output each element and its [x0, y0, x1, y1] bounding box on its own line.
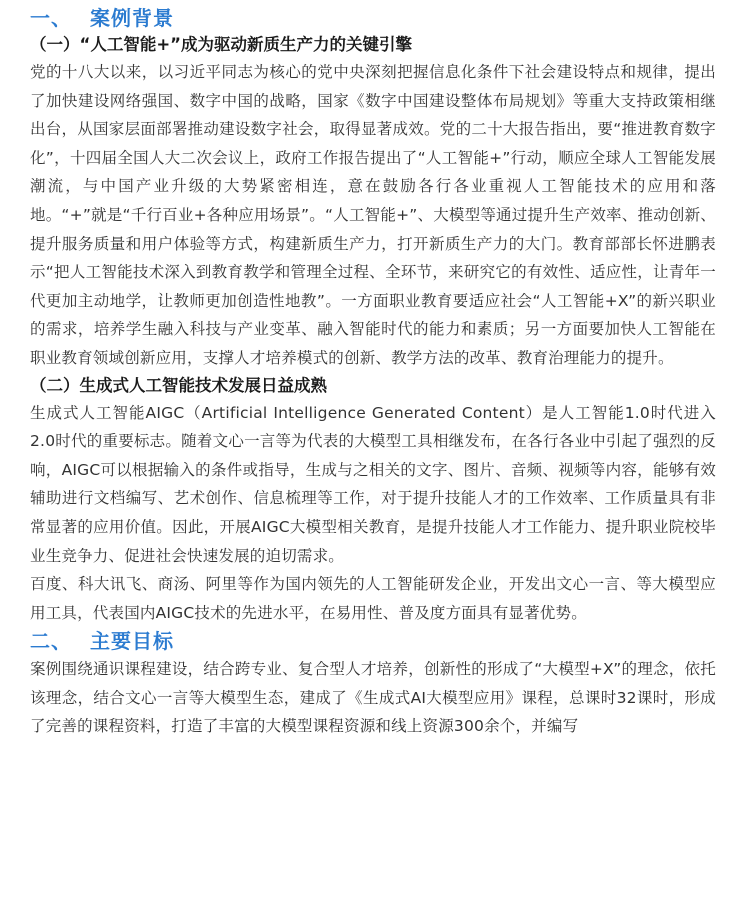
paragraph-domestic-companies: 百度、科大讯飞、商汤、阿里等作为国内领先的人工智能研发企业，开发出文心一言、等大模型应用工具，代表国内AIGC技术的先进水平，在易用性、普及度方面具有显著优势。 [30, 575, 716, 622]
section-heading-goals [30, 627, 716, 655]
section-number: 二、 [30, 629, 72, 654]
paragraph-goals: 案例围绕通识课程建设，结合跨专业、复合型人才培养，创新性的形成了“大模型+X”的理念，依托该理念，结合文心一言等大模型生态，建成了《生成式AI大模型应用》课程，总课时32课时，形成了完善的课程资料，打造了丰富的大模型课程资源和线上资源300余个，并编写 [30, 660, 716, 736]
section-number: 一、 [30, 6, 72, 30]
subsection-heading-generative-ai: （二）生成式人工智能技术发展日益成熟 [30, 375, 327, 395]
subsection-heading-ai-plus: （一）“人工智能+”成为驱动新质生产力的关键引擎 [30, 35, 413, 54]
paragraph-policy-background: 党的十八大以来，以习近平同志为核心的党中央深刻把握信息化条件下社会建设特点和规律，提出了加快建设网络强国、数字中国的战略，国家《数字中国建设整体布局规划》等重大支持政策相继出台，从国家层面部署推动建设数字社会，取得显著成效。党的二十大报告指出，要“推进教育数字化”，十四届全国人大二次会议上，政府工作报告提出了“人工智能+”行动，顺应全球人工智能发展潮流，与中国产业升级的大势紧密相连，意在鼓励各行各业重视人工智能技术的应用和落地。“+”就是“千行百业+各种应用场景”。“人工智能+”、大模型等通过提升生产效率、推动创新、提升服务质量和用户体验等方式，构建新质生产力，打开新质生产力的大门。教育部部长怀进鹏表示“把人工智能技术深入到教育教学和管理全过程、全环节，来研究它的有效性、适应性，让青年一代更加主动地学，让教师更加创造性地教”。一方面职业教育要适应社会“人工智能+X”的新兴职业的需求，培养学生融入科技与产业变革、融入智能时代的能力和素质；另一方面要加快人工智能在职业教育领域创新应用，支撑人才培养模式的创新、教学方法的改革、教育治理能力的提升。 [30, 63, 716, 367]
section-title: 案例背景 [90, 6, 174, 30]
section-heading-background [30, 4, 716, 32]
section-title: 主要目标 [90, 629, 174, 654]
paragraph-aigc-intro: 生成式人工智能AIGC（Artificial Intelligence Generated Content）是人工智能1.0时代进入2.0时代的重要标志。随着文心一言等为代表的大模型工具相继发布，在各行各业中引起了强烈的反响，AIGC可以根据输入的条件或指导，生成与之相关的文字、图片、音频、视频等内容，能够有效辅助进行文档编写、艺术创作、信息梳理等工作，对于提升技能人才的工作效率、工作质量具有非常显著的应用价值。因此，开展AIGC大模型相关教育，是提升技能人才工作能力、提升职业院校毕业生竞争力、促进社会快速发展的迫切需求。 [30, 403, 716, 565]
